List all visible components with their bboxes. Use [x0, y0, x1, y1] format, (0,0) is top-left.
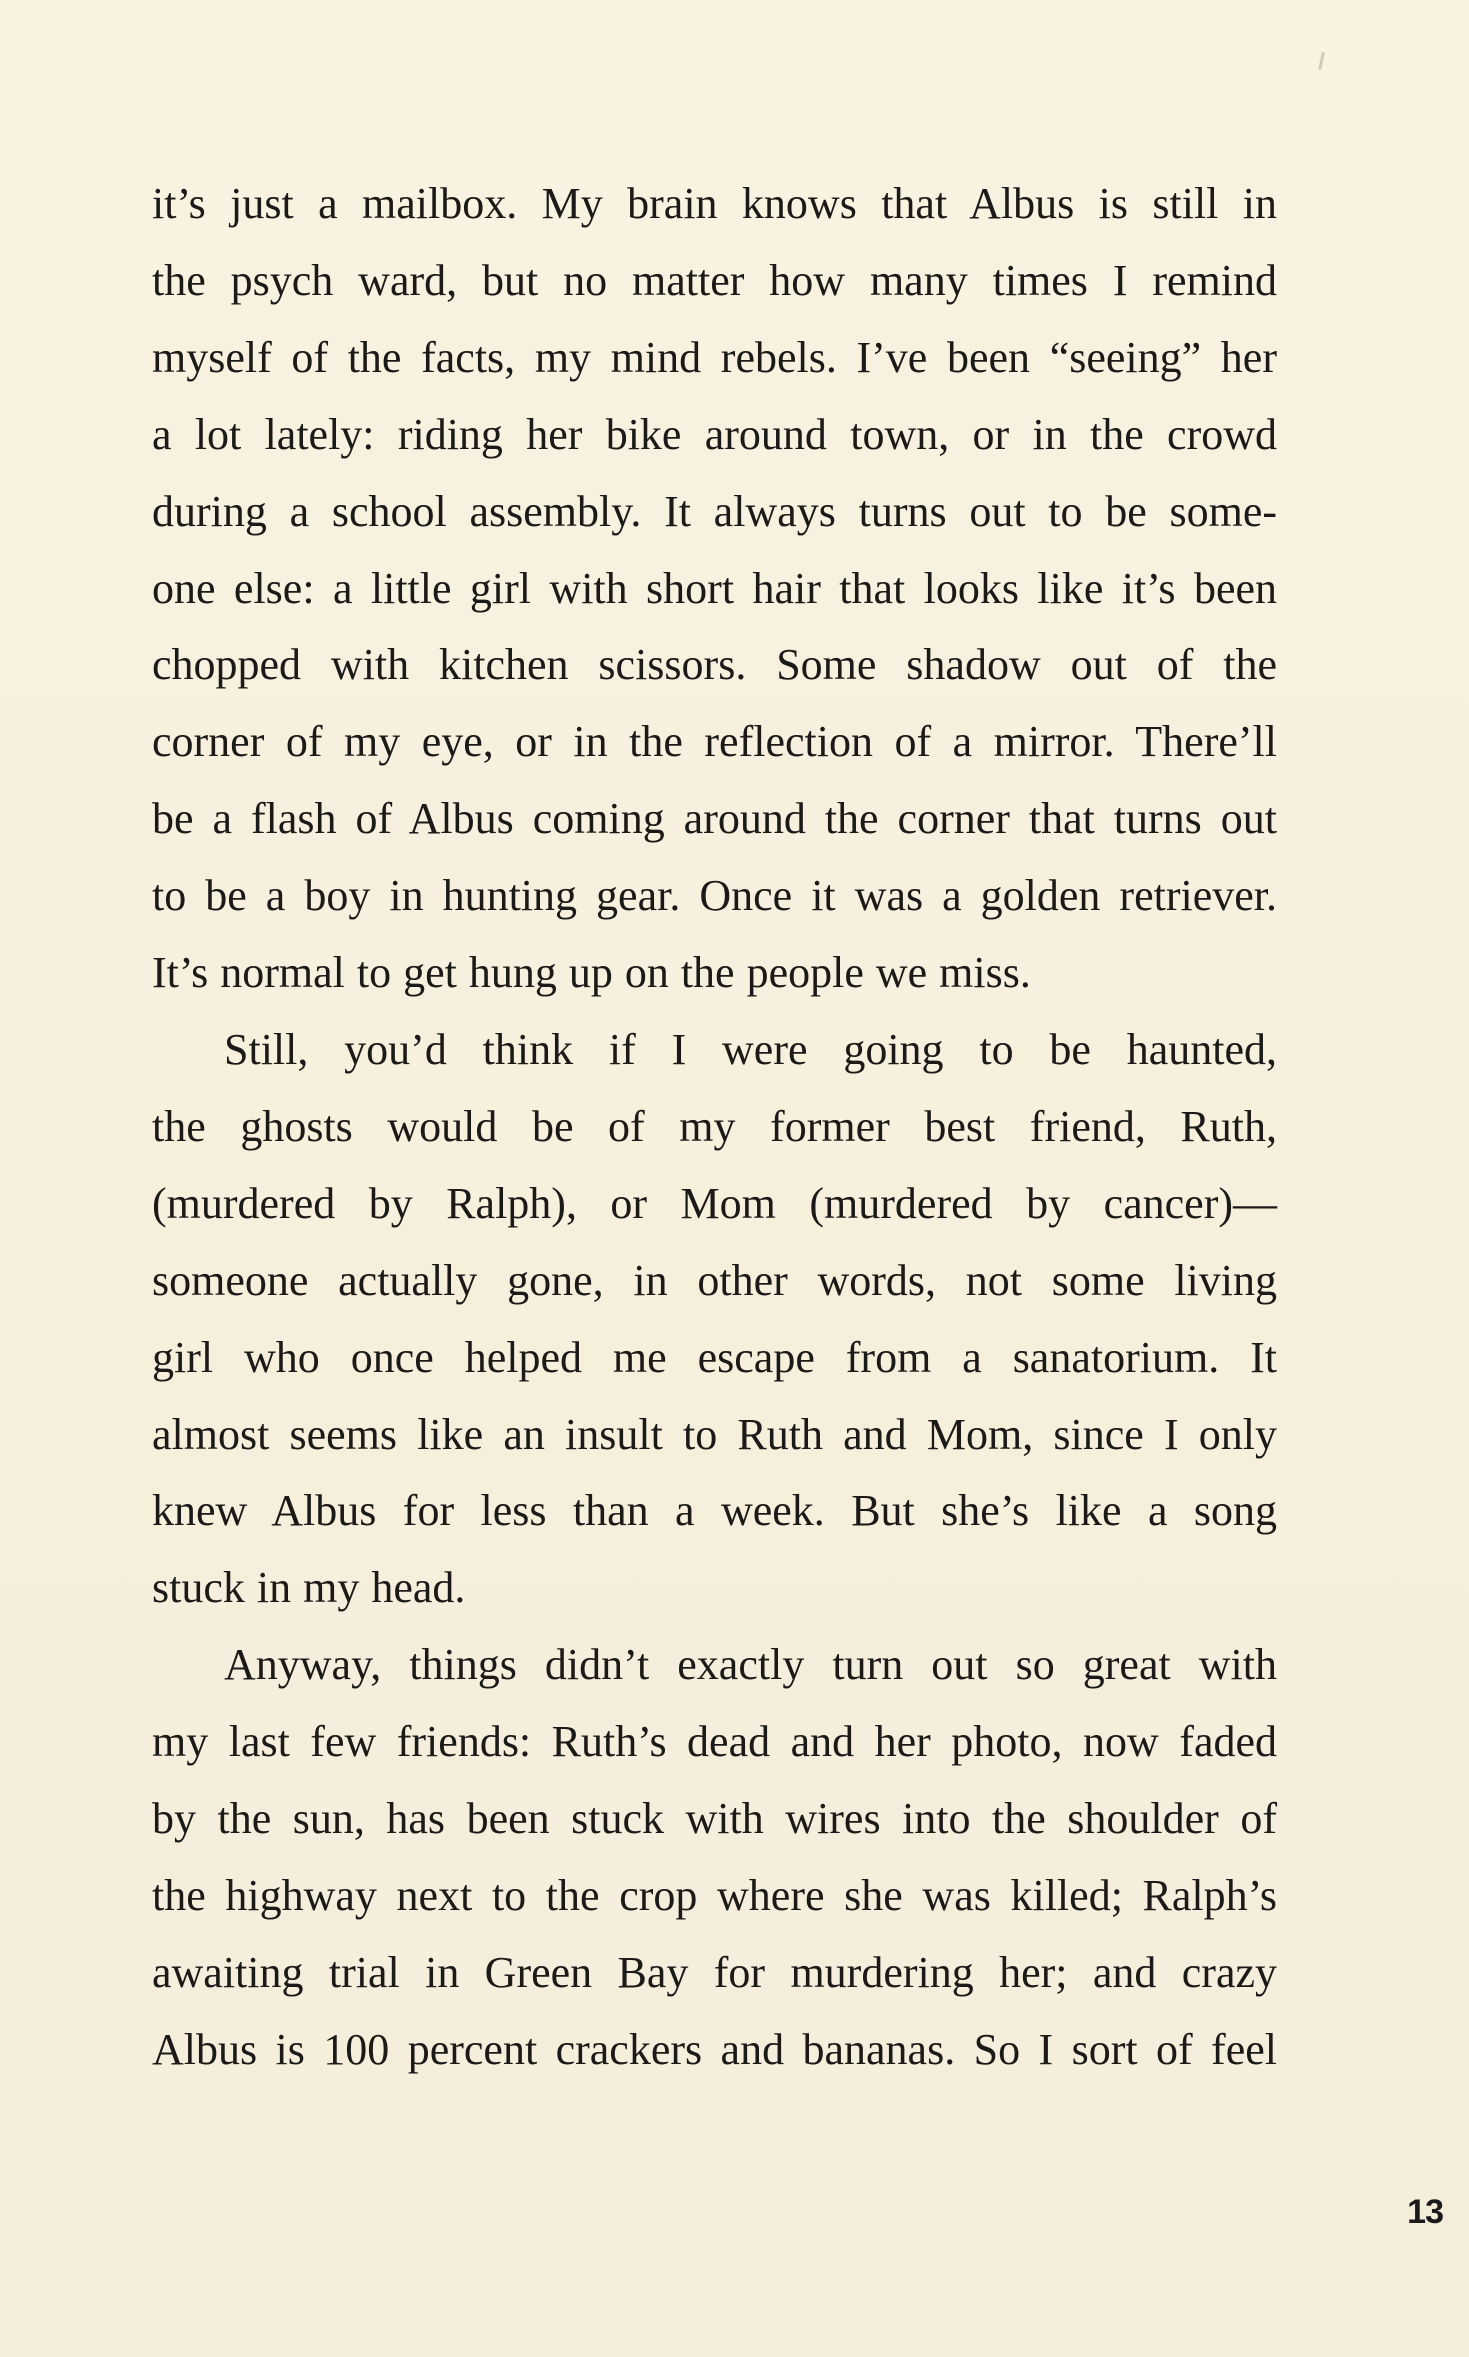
text-line: it’s just a mailbox. My brain knows that Albus is still in: [152, 179, 1277, 228]
text-line: (murdered by Ralph), or Mom (murdered by cancer)—: [152, 1178, 1277, 1228]
text-line: It’s normal to get hung up on the people we miss.: [152, 948, 1031, 998]
text-line: Still, you’d think if I were going to be haunted,: [224, 1024, 1277, 1074]
text-line: girl who once helped me escape from a sanatorium. It: [152, 1332, 1277, 1382]
text-line: a lot lately: riding her bike around town, or in the crowd: [152, 409, 1277, 459]
text-line: Anyway, things didn’t exactly turn out so great with: [224, 1640, 1277, 1690]
text-line: my last few friends: Ruth’s dead and her photo, now faded: [152, 1717, 1277, 1767]
text-line: chopped with kitchen scissors. Some shadow out of the: [152, 640, 1277, 690]
text-line: the highway next to the crop where she was killed; Ralph’s: [152, 1870, 1277, 1920]
page-number: 13: [1407, 2193, 1443, 2231]
paragraph-2: [152, 1012, 1277, 1627]
margin-mark: [1318, 52, 1325, 70]
text-line: one else: a little girl with short hair that looks like it’s been: [152, 563, 1277, 613]
text-line: awaiting trial in Green Bay for murdering her; and crazy: [152, 1947, 1277, 1997]
text-line: corner of my eye, or in the reflection of a mirror. There’ll: [152, 717, 1277, 767]
text-line: to be a boy in hunting gear. Once it was a golden retriever.: [152, 871, 1277, 921]
text-line: almost seems like an insult to Ruth and Mom, since I only: [152, 1409, 1277, 1459]
text-line: myself of the facts, my mind rebels. I’ve been “seeing” her: [152, 332, 1277, 382]
paragraph-1: [152, 166, 1277, 1012]
text-line: Albus is 100 percent crackers and bananas. So I sort of feel: [152, 2024, 1277, 2074]
paragraph-3: [152, 1627, 1277, 2088]
text-line: stuck in my head.: [152, 1563, 466, 1613]
body-text: [152, 166, 1277, 2089]
text-line: someone actually gone, in other words, not some living: [152, 1255, 1277, 1305]
text-line: be a flash of Albus coming around the corner that turns out: [152, 794, 1277, 844]
text-line: during a school assembly. It always turns out to be some-: [152, 486, 1277, 536]
text-line: knew Albus for less than a week. But she’s like a song: [152, 1486, 1277, 1536]
text-line: by the sun, has been stuck with wires into the shoulder of: [152, 1794, 1277, 1844]
text-line: the ghosts would be of my former best friend, Ruth,: [152, 1101, 1277, 1151]
text-line: the psych ward, but no matter how many times I remind: [152, 255, 1277, 305]
